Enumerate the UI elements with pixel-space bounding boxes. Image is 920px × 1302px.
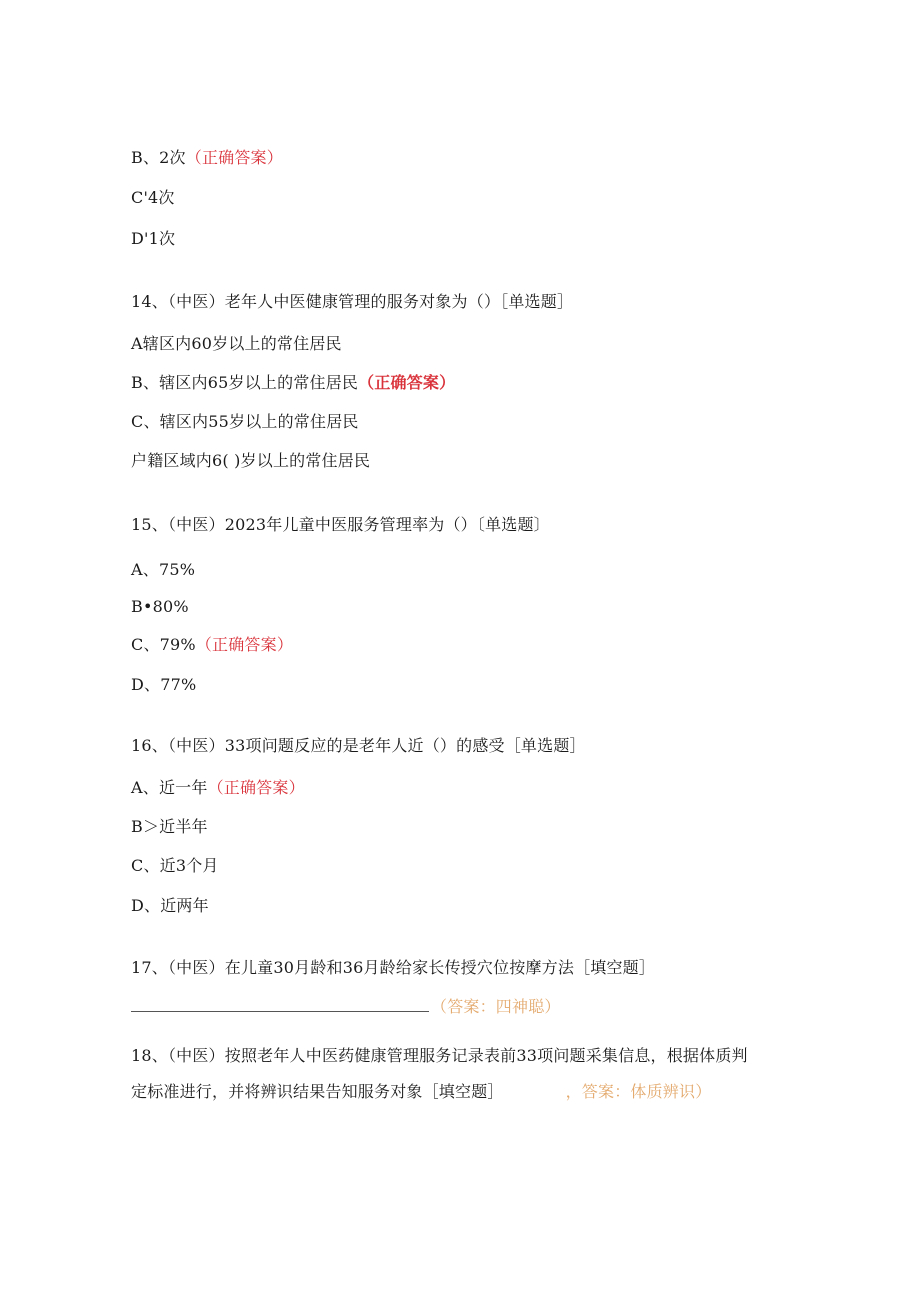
q15-option-c xyxy=(131,634,293,656)
q13-option-b xyxy=(131,147,283,169)
q14-option-d: 户籍区域内6( )岁以上的常住居民 xyxy=(131,451,371,470)
q15-option-a: A、75% xyxy=(131,560,196,579)
option-text: B、辖区内65岁以上的常住居民 xyxy=(131,373,359,392)
q16-option-a xyxy=(131,777,305,799)
option-text: B、2次 xyxy=(131,148,186,167)
fill-answer: ，答案：体质辨识） xyxy=(565,1082,712,1101)
q16-option-d: D、近两年 xyxy=(131,896,209,915)
stem-text: 定标准进行，并将辨识结果告知服务对象［填空题］ xyxy=(131,1082,504,1101)
q15-stem: 15、（中医）2023年儿童中医服务管理率为（）〔单选题〕 xyxy=(131,515,550,534)
q14-option-b xyxy=(131,372,455,394)
correct-answer-mark: （正确答案） xyxy=(358,373,456,392)
q16-option-b: B＞近半年 xyxy=(131,817,208,836)
q13-option-d: D'1次 xyxy=(131,229,176,248)
q18-stem-line2 xyxy=(131,1081,711,1103)
q15-option-d: D、77% xyxy=(131,675,197,694)
q16-option-c: C、近3个月 xyxy=(131,856,219,875)
q17-answer-line xyxy=(131,996,561,1018)
q15-option-b: B•80% xyxy=(131,597,189,616)
q17-stem: 17、（中医）在儿童30月龄和36月龄给家长传授穴位按摩方法［填空题］ xyxy=(131,958,656,977)
q13-option-c: C'4次 xyxy=(131,188,175,207)
q18-stem-line1: 18、（中医）按照老年人中医药健康管理服务记录表前33项问题采集信息，根据体质判 xyxy=(131,1046,748,1065)
option-text: A、近一年 xyxy=(131,778,208,797)
q14-option-a: A辖区内60岁以上的常住居民 xyxy=(131,334,342,353)
fill-blank xyxy=(131,997,429,1012)
correct-answer-mark: （正确答案） xyxy=(195,635,294,654)
fill-answer: （答案：四神聪） xyxy=(431,997,561,1016)
q14-stem: 14、（中医）老年人中医健康管理的服务对象为（）［单选题］ xyxy=(131,292,574,311)
q16-stem: 16、（中医）33项问题反应的是老年人近（）的感受［单选题］ xyxy=(131,736,586,755)
option-text: C、79% xyxy=(131,635,196,654)
correct-answer-mark: （正确答案） xyxy=(207,778,305,797)
q14-option-c: C、辖区内55岁以上的常住居民 xyxy=(131,412,359,431)
correct-answer-mark: （正确答案） xyxy=(185,148,283,167)
